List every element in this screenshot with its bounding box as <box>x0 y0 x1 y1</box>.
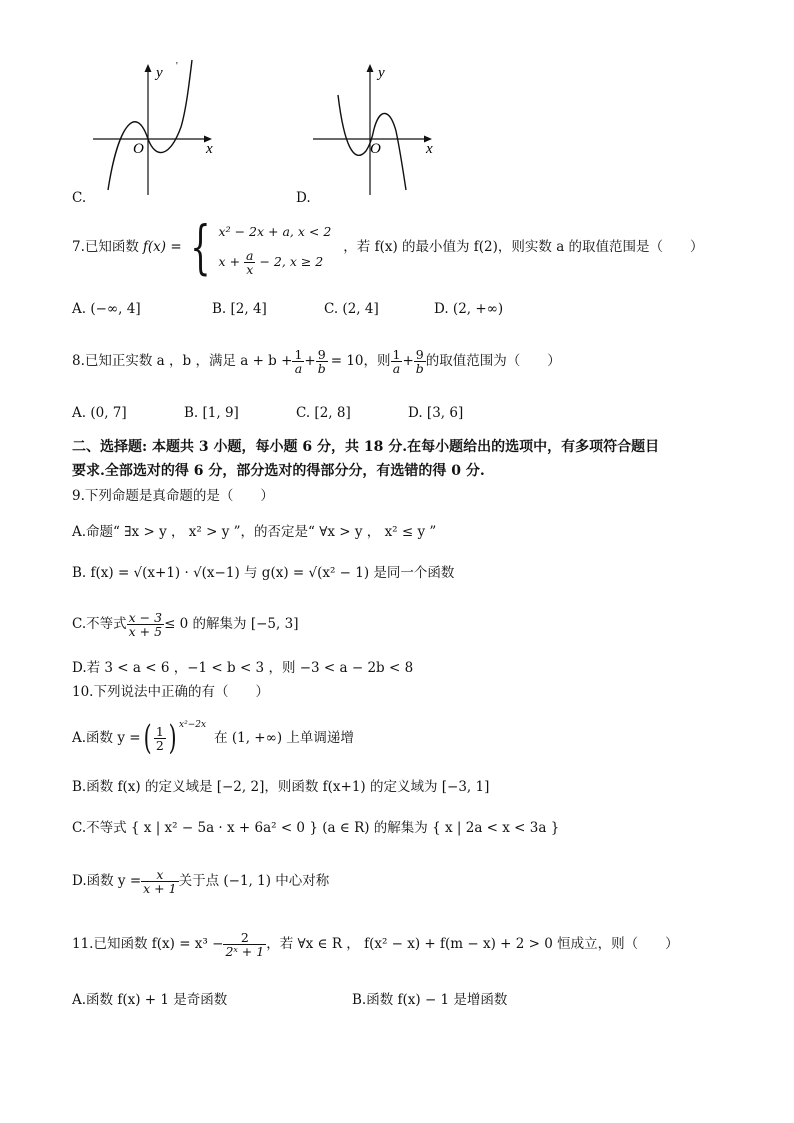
q10-d-post: 关于点 (−1, 1) 中心对称 <box>178 873 330 889</box>
q8-frac2-den: b <box>317 360 326 376</box>
q7-cases <box>219 217 332 277</box>
q8-plus2: + <box>402 353 414 369</box>
q9-c-pre: C.不等式 <box>72 616 127 632</box>
q8-mid: = 10，则 <box>330 353 391 369</box>
q8-frac4-den: b <box>415 360 424 376</box>
q10-option-d <box>72 862 329 900</box>
q9-stem: 9.下列命题是真命题的是（ ） <box>72 488 274 504</box>
graph-c-origin: O <box>133 141 144 157</box>
q7-option-a: A. (−∞, 4] <box>72 301 141 317</box>
q7-case2-den: x <box>246 262 254 277</box>
q10-a-frac <box>154 725 166 752</box>
graph-d-x-label: x <box>426 141 433 157</box>
q11-option-b: B.函数 f(x) − 1 是增函数 <box>352 992 508 1008</box>
q9-option-a: A.命题“ ∃x > y ， x² > y ”，的否定是“ ∀x > y ， x² ≤ y ” <box>72 524 437 540</box>
q9-c-num: x − 3 <box>128 609 163 625</box>
q10-d-frac <box>141 868 178 895</box>
q7-case2 <box>219 247 332 277</box>
graph-c-mark: ' <box>176 61 178 72</box>
graph-d-y-label: y <box>378 65 385 81</box>
q7-option-b: B. [2, 4] <box>212 301 267 317</box>
q7-stem <box>72 213 704 281</box>
q8-frac4 <box>414 348 426 375</box>
graph-d-svg <box>308 55 448 200</box>
q8-tail: 的取值范围为（ ） <box>425 353 561 369</box>
q10-a-exp: x²−2x <box>179 720 207 730</box>
q10-a-den: 2 <box>155 737 164 753</box>
q8-frac2-num: 9 <box>316 348 328 362</box>
q10-a-pre: A.函数 y = <box>72 730 141 746</box>
q10-option-a <box>72 715 354 761</box>
q8-frac1-den: a <box>294 360 303 376</box>
q8-prefix: 8.已知正实数 a ，b ，满足 a + b + <box>72 353 293 369</box>
q10-a-post: 在 (1, +∞) 上单调递增 <box>214 730 354 746</box>
graph-d-origin: O <box>370 141 381 157</box>
q8-frac3-num: 1 <box>392 346 401 362</box>
q7-fx: f(x) = <box>142 239 182 255</box>
q11-post: ，若 ∀x ∈ R ， f(x² − x) + f(m − x) + 2 > 0 恒成立，则（ ） <box>266 936 679 952</box>
q10-d-den: x + 1 <box>143 880 177 896</box>
graph-c <box>88 55 228 200</box>
q9-option-b: B. f(x) = √(x+1) · √(x−1) 与 g(x) = √(x² − 1) 是同一个函数 <box>72 565 455 581</box>
q11-option-a: A.函数 f(x) + 1 是奇函数 <box>72 992 228 1008</box>
q10-stem: 10.下列说法中正确的有（ ） <box>72 684 269 700</box>
q7-option-d: D. (2, +∞) <box>434 301 504 317</box>
graph-c-label: C. <box>72 190 87 206</box>
q9-option-c <box>72 606 298 642</box>
q8-option-d: D. [3, 6] <box>408 405 464 421</box>
q10-a-rparen: ) <box>168 718 177 758</box>
q7-case1: x² − 2x + a, x < 2 <box>218 224 332 239</box>
q7-case2-frac <box>244 249 255 276</box>
graph-c-y-label: y <box>156 65 163 81</box>
q7-case2-pre: x + <box>218 254 241 269</box>
q11-frac <box>223 931 266 958</box>
q10-a-lparen: ( <box>143 718 152 758</box>
q9-c-den: x + 5 <box>128 623 163 639</box>
q10-option-b: B.函数 f(x) 的定义域是 [−2, 2]，则函数 f(x+1) 的定义域为 [−3, 1] <box>72 779 490 795</box>
q7-tail: ，若 f(x) 的最小值为 f(2)，则实数 a 的取值范围是（ ） <box>343 239 704 255</box>
q8-frac2 <box>316 348 328 375</box>
q8-option-a: A. (0, 7] <box>72 405 127 421</box>
q11-den: 2ˣ + 1 <box>225 943 265 959</box>
q10-d-num: x <box>141 868 178 882</box>
q8-option-b: B. [1, 9] <box>184 405 239 421</box>
q10-d-pre: D.函数 y = <box>72 873 142 889</box>
graph-c-x-label: x <box>206 141 213 157</box>
q8-frac4-num: 9 <box>414 348 426 362</box>
q10-a-num: 1 <box>155 723 164 739</box>
q8-frac3 <box>391 348 403 375</box>
graph-c-svg <box>88 55 228 200</box>
q9-c-frac <box>127 611 164 638</box>
q8-frac1-num: 1 <box>294 346 303 362</box>
q9-option-d: D.若 3 < a < 6 ，−1 < b < 3 ，则 −3 < a − 2b < 8 <box>72 660 414 676</box>
q8-stem <box>72 340 561 382</box>
q7-case2-post: − 2, x ≥ 2 <box>259 254 324 269</box>
q7-option-c: C. (2, 4] <box>324 301 379 317</box>
q7-prefix: 7.已知函数 <box>72 239 139 255</box>
q8-frac1 <box>292 348 304 375</box>
q10-option-c: C.不等式 { x | x² − 5a · x + 6a² < 0 } (a ∈ R) 的解集为 { x | 2a < x < 3a } <box>72 820 560 836</box>
q11-stem <box>72 925 679 963</box>
q8-option-c: C. [2, 8] <box>296 405 351 421</box>
section2-line2: 要求.全部选对的得 6 分，部分选对的得部分分，有选错的得 0 分. <box>72 463 485 479</box>
q7-brace: { <box>189 213 211 281</box>
q11-num: 2 <box>223 931 266 945</box>
q11-pre: 11.已知函数 f(x) = x³ − <box>72 936 224 952</box>
q7-case2-num: a <box>246 248 254 263</box>
q8-frac3-den: a <box>392 360 401 376</box>
section2-line1: 二、选择题: 本题共 3 小题，每小题 6 分，共 18 分.在每小题给出的选项中，有多项符合题目 <box>72 439 660 455</box>
graph-d <box>308 55 448 200</box>
q8-plus1: + <box>304 353 316 369</box>
graph-d-label: D. <box>296 190 311 206</box>
q9-c-post: ≤ 0 的解集为 [−5, 3] <box>164 616 299 632</box>
